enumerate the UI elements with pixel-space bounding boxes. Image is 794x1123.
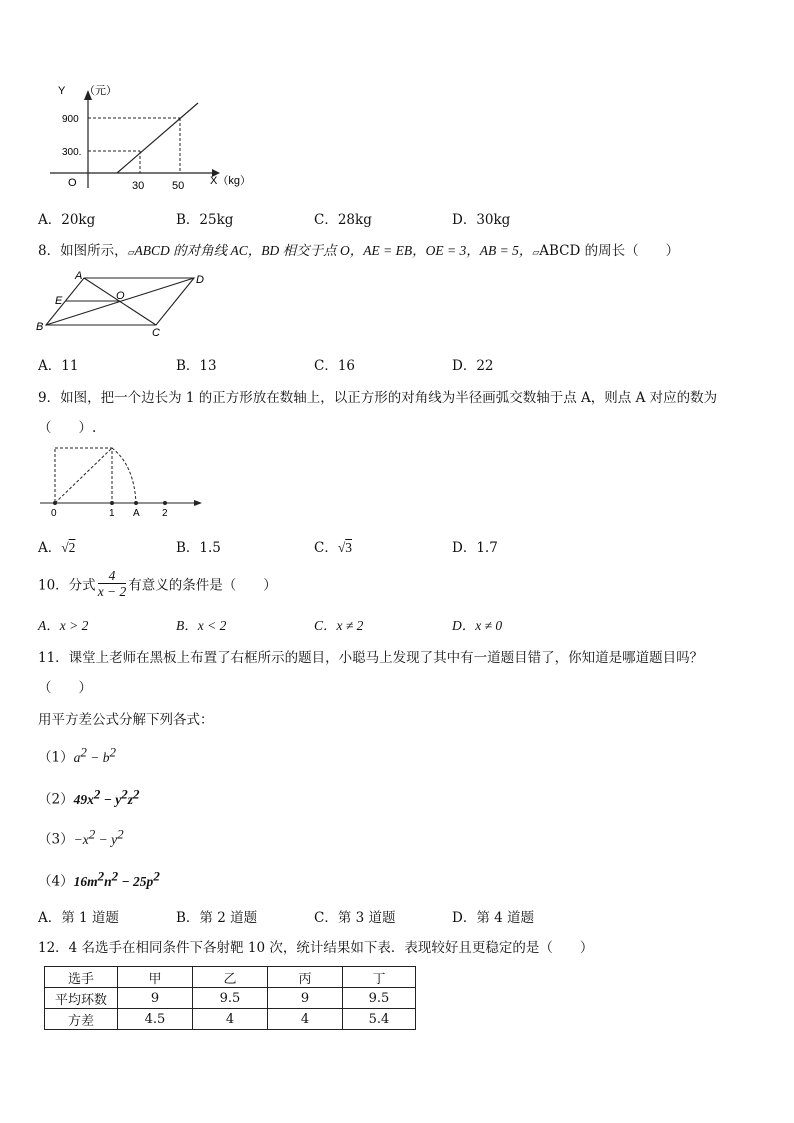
- q11-item-3: $(3)-x^2 - y^2$: [38, 826, 124, 848]
- q7-option-b[interactable]: B．25kg: [176, 212, 234, 228]
- header-cell: 丁: [343, 967, 416, 988]
- x-axis-label: X（kg）: [210, 175, 251, 187]
- q11-item-2: $(2)49x^2 - y^2z^2$: [38, 786, 140, 808]
- q7-option-c[interactable]: C．28kg: [314, 212, 372, 228]
- fraction: $\frac{4}{x - 2}$: [97, 568, 127, 599]
- q10-option-a[interactable]: A．x > 2: [38, 618, 89, 633]
- q11-item-4: $(4)16m^2n^2 - 25p^2$: [38, 868, 160, 890]
- parallelogram-icon: ▱: [127, 248, 135, 258]
- q9-option-a[interactable]: A．√2: [38, 540, 76, 556]
- q11-stem: 11．课堂上老师在黑板上布置了右框所示的题目，小聪马上发现了其中有一道题目错了，你知道是哪道题目吗？: [38, 650, 704, 666]
- q11-intro: 用平方差公式分解下列各式：: [38, 712, 214, 728]
- table-row: [45, 988, 416, 1009]
- tick-0: 0: [51, 508, 57, 519]
- header-cell: 甲: [118, 967, 193, 988]
- x-tick-50: 50: [172, 180, 185, 192]
- table-header-row: [45, 967, 416, 988]
- table-cell: 4: [193, 1009, 268, 1030]
- table-cell: 9.5: [193, 988, 268, 1009]
- label-a: A: [75, 270, 83, 282]
- q10-option-d[interactable]: D．x ≠ 0: [452, 618, 503, 633]
- tick-1: 1: [109, 508, 115, 519]
- q10-option-b[interactable]: B．x < 2: [176, 618, 227, 633]
- label-e: E: [55, 295, 63, 307]
- table-cell: 4: [268, 1009, 343, 1030]
- header-cell: 乙: [193, 967, 268, 988]
- y-tick-300: 300.: [62, 147, 82, 158]
- table-cell: 9.5: [343, 988, 416, 1009]
- parallelogram-figure: [34, 270, 214, 340]
- table-row: [45, 1009, 416, 1030]
- q9-option-d[interactable]: D．1.7: [452, 540, 498, 556]
- q7-option-a[interactable]: A．20kg: [38, 212, 96, 228]
- q8-stem: 8．如图所示，▱ABCD 的对角线 AC，BD 相交于点 O，AE = EB，OE = 3，AB = 5，▱ABCD 的周长（ ）: [38, 243, 680, 259]
- q10-option-c[interactable]: C．x ≠ 2: [314, 618, 364, 633]
- parallelogram-icon: ▱: [532, 248, 540, 258]
- q11-option-a[interactable]: A．第 1 道题: [38, 910, 119, 926]
- number-line-figure: [36, 440, 206, 520]
- price-weight-graph: [40, 78, 270, 198]
- label-b: B: [36, 321, 44, 333]
- tick-2: 2: [162, 508, 168, 519]
- scores-table: [44, 966, 416, 1030]
- q7-option-d[interactable]: D．30kg: [452, 212, 511, 228]
- q9-stem-bracket: （ ）.: [38, 420, 97, 436]
- x-tick-30: 30: [132, 180, 145, 192]
- q9-stem: 9．如图，把一个边长为 1 的正方形放在数轴上，以正方形的对角线为半径画弧交数轴于点 A，则点 A 对应的数为: [38, 390, 718, 406]
- label-d: D: [196, 274, 204, 286]
- table-cell: 4.5: [118, 1009, 193, 1030]
- y-axis-label: Y: [58, 85, 66, 97]
- q11-stem-bracket: （ ）: [38, 680, 92, 696]
- q9-option-b[interactable]: B．1.5: [176, 540, 221, 556]
- table-cell: 平均环数: [45, 988, 118, 1009]
- q11-option-b[interactable]: B．第 2 道题: [176, 910, 258, 926]
- q9-option-c[interactable]: C．√3: [314, 540, 353, 556]
- q8-option-b[interactable]: B．13: [176, 358, 217, 374]
- q10-stem: 10．分式 $\frac{4}{x - 2}$ 有意义的条件是（ ）: [38, 568, 277, 599]
- y-tick-900: 900: [62, 114, 79, 125]
- origin-label: O: [68, 177, 77, 189]
- table-cell: 9: [118, 988, 193, 1009]
- table-cell: 9: [268, 988, 343, 1009]
- label-c: C: [152, 327, 160, 339]
- q8-option-d[interactable]: D．22: [452, 358, 494, 374]
- label-o: O: [116, 290, 125, 302]
- header-cell: 丙: [268, 967, 343, 988]
- q11-option-c[interactable]: C．第 3 道题: [314, 910, 396, 926]
- q12-stem: 12．4 名选手在相同条件下各射靶 10 次，统计结果如下表．表现较好且更稳定的是（ ）: [38, 940, 594, 956]
- tick-a: A: [133, 508, 140, 519]
- q8-option-a[interactable]: A．11: [38, 358, 79, 374]
- header-cell: 选手: [45, 967, 118, 988]
- q11-item-1: $(1)a^2 - b^2$: [38, 744, 116, 766]
- y-axis-unit: （元）: [84, 85, 117, 97]
- table-cell: 5.4: [343, 1009, 416, 1030]
- q8-option-c[interactable]: C．16: [314, 358, 356, 374]
- q11-option-d[interactable]: D．第 4 道题: [452, 910, 534, 926]
- table-cell: 方差: [45, 1009, 118, 1030]
